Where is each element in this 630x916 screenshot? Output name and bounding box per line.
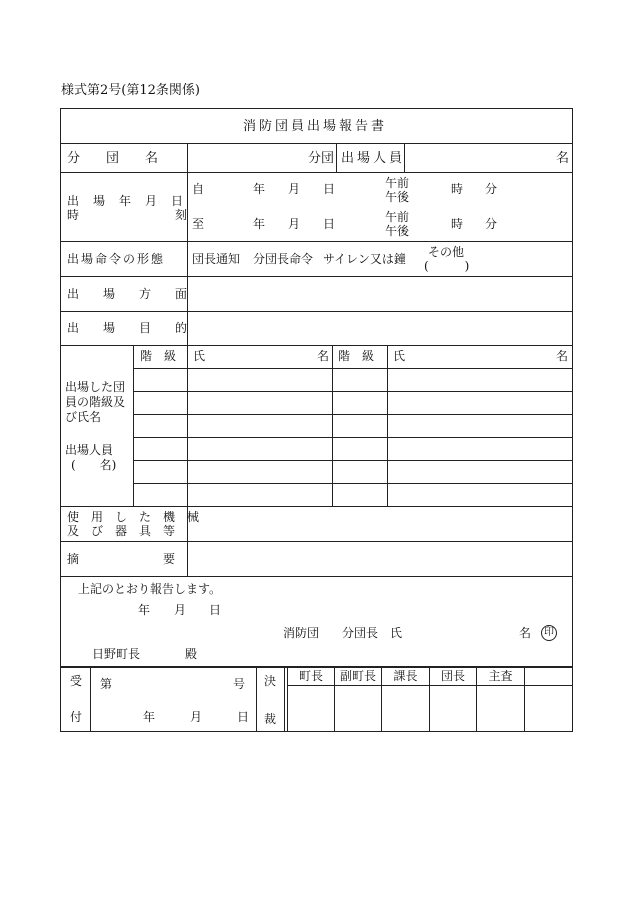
rule	[332, 345, 333, 506]
rule	[572, 108, 573, 731]
bundan-label: 分 団 名	[67, 151, 159, 166]
approver-supervisor: 主査	[488, 669, 513, 683]
order-option-siren[interactable]: サイレン又は鐘	[323, 252, 406, 266]
report-date-month: 月	[174, 603, 187, 617]
to-year: 年	[253, 217, 266, 231]
addressee-honorific: 殿	[185, 647, 198, 661]
datetime-to: 至	[192, 217, 205, 231]
receipt-label-top: 受	[70, 674, 83, 688]
bundan-name-field[interactable]	[188, 144, 304, 171]
order-option-chief-notice[interactable]: 団長通知	[192, 252, 241, 266]
receipt-number-suffix: 号	[233, 677, 246, 691]
rule	[90, 666, 91, 731]
datetime-label-top: 出 場 年 月 日	[67, 194, 185, 208]
equipment-label-bottom: 及 び 器 具 等	[67, 524, 176, 538]
approver-mayor: 町長	[298, 669, 323, 683]
approval-label-bottom: 裁	[264, 712, 277, 726]
members-block-label-1: 出場した団	[65, 380, 126, 394]
report-date-day: 日	[209, 603, 222, 617]
order-option-other[interactable]: その他	[428, 245, 465, 259]
from-month: 月	[288, 182, 301, 196]
rule	[60, 345, 573, 346]
addressee: 日野町長	[92, 647, 141, 661]
members-count-label: 出場人員	[341, 151, 406, 166]
equipment-field[interactable]	[188, 507, 572, 540]
from-am: 午前	[385, 176, 410, 190]
to-am: 午前	[385, 210, 410, 224]
rank-header-right: 階 級	[338, 349, 375, 363]
approver-corps-chief: 団長	[440, 669, 465, 683]
rule	[60, 666, 573, 668]
rule	[524, 666, 525, 731]
rule	[60, 241, 573, 242]
to-month: 月	[288, 217, 301, 231]
report-statement: 上記のとおり報告します。	[78, 582, 222, 596]
rule	[60, 172, 573, 173]
rule	[133, 345, 134, 506]
rule	[336, 143, 337, 172]
rule	[256, 666, 257, 731]
datetime-label-bottom: 時 刻	[67, 208, 188, 222]
purpose-field[interactable]	[188, 312, 572, 345]
rank-header-left: 階 級	[140, 349, 177, 363]
from-hour: 時	[451, 182, 464, 196]
form-title: 消防団員出場報告書	[242, 119, 387, 134]
receipt-year: 年	[143, 710, 156, 724]
name-header-left-start: 氏	[193, 349, 206, 363]
rule	[133, 368, 573, 369]
remarks-label: 摘 要	[67, 552, 176, 566]
to-pm: 午後	[385, 224, 410, 238]
to-minute: 分	[485, 217, 498, 231]
form-number-note: 様式第2号(第12条関係)	[61, 83, 200, 98]
report-date-year: 年	[138, 603, 151, 617]
rule	[133, 460, 573, 461]
approval-label-top: 決	[264, 674, 277, 688]
receipt-label-bottom: 付	[70, 710, 83, 724]
signer-title: 分団長	[342, 626, 379, 640]
direction-field[interactable]	[188, 277, 572, 310]
direction-label: 出 場 方 面	[67, 287, 188, 301]
rule	[284, 666, 285, 731]
from-day: 日	[323, 182, 336, 196]
from-year: 年	[253, 182, 266, 196]
datetime-from: 自	[192, 182, 205, 196]
rule	[387, 345, 388, 506]
members-block-count-paren: ( 名)	[71, 458, 117, 472]
remarks-field[interactable]	[188, 542, 572, 575]
order-other-paren: ( )	[424, 259, 470, 273]
rule	[287, 685, 573, 686]
seal-icon: 印	[541, 625, 557, 641]
approver-deputy-mayor: 副町長	[339, 669, 376, 683]
members-block-label-3: び氏名	[65, 410, 102, 424]
purpose-label: 出 場 目 的	[67, 321, 188, 335]
rule	[60, 108, 573, 109]
name-header-right-start: 氏	[393, 349, 406, 363]
from-pm: 午後	[385, 190, 410, 204]
from-minute: 分	[485, 182, 498, 196]
order-option-bundan-command[interactable]: 分団長命令	[253, 252, 314, 266]
approver-section-chief: 課長	[393, 669, 418, 683]
members-count-field[interactable]	[405, 144, 551, 171]
rule	[60, 108, 61, 731]
rule	[60, 576, 573, 577]
rule	[133, 483, 573, 484]
order-type-label: 出場命令の形態	[67, 252, 166, 266]
to-hour: 時	[451, 217, 464, 231]
name-header-left-end: 名	[317, 349, 330, 363]
bundan-suffix: 分団	[308, 151, 335, 166]
signer-name-suffix: 名	[519, 626, 532, 640]
signer-group: 消防団	[283, 626, 320, 640]
receipt-number-prefix: 第	[100, 677, 113, 691]
signer-name-label: 氏	[390, 626, 403, 640]
rule	[133, 437, 573, 438]
members-block-count-label: 出場人員	[65, 443, 114, 457]
rule	[133, 391, 573, 392]
receipt-month: 月	[190, 710, 203, 724]
to-day: 日	[323, 217, 336, 231]
rule	[60, 731, 573, 732]
members-count-suffix: 名	[556, 151, 570, 166]
receipt-day: 日	[237, 710, 250, 724]
name-header-right-end: 名	[556, 349, 569, 363]
members-block-label-2: 員の階級及	[65, 395, 126, 409]
rule	[133, 414, 573, 415]
equipment-label-top: 使 用 し た 機 械	[67, 510, 200, 524]
